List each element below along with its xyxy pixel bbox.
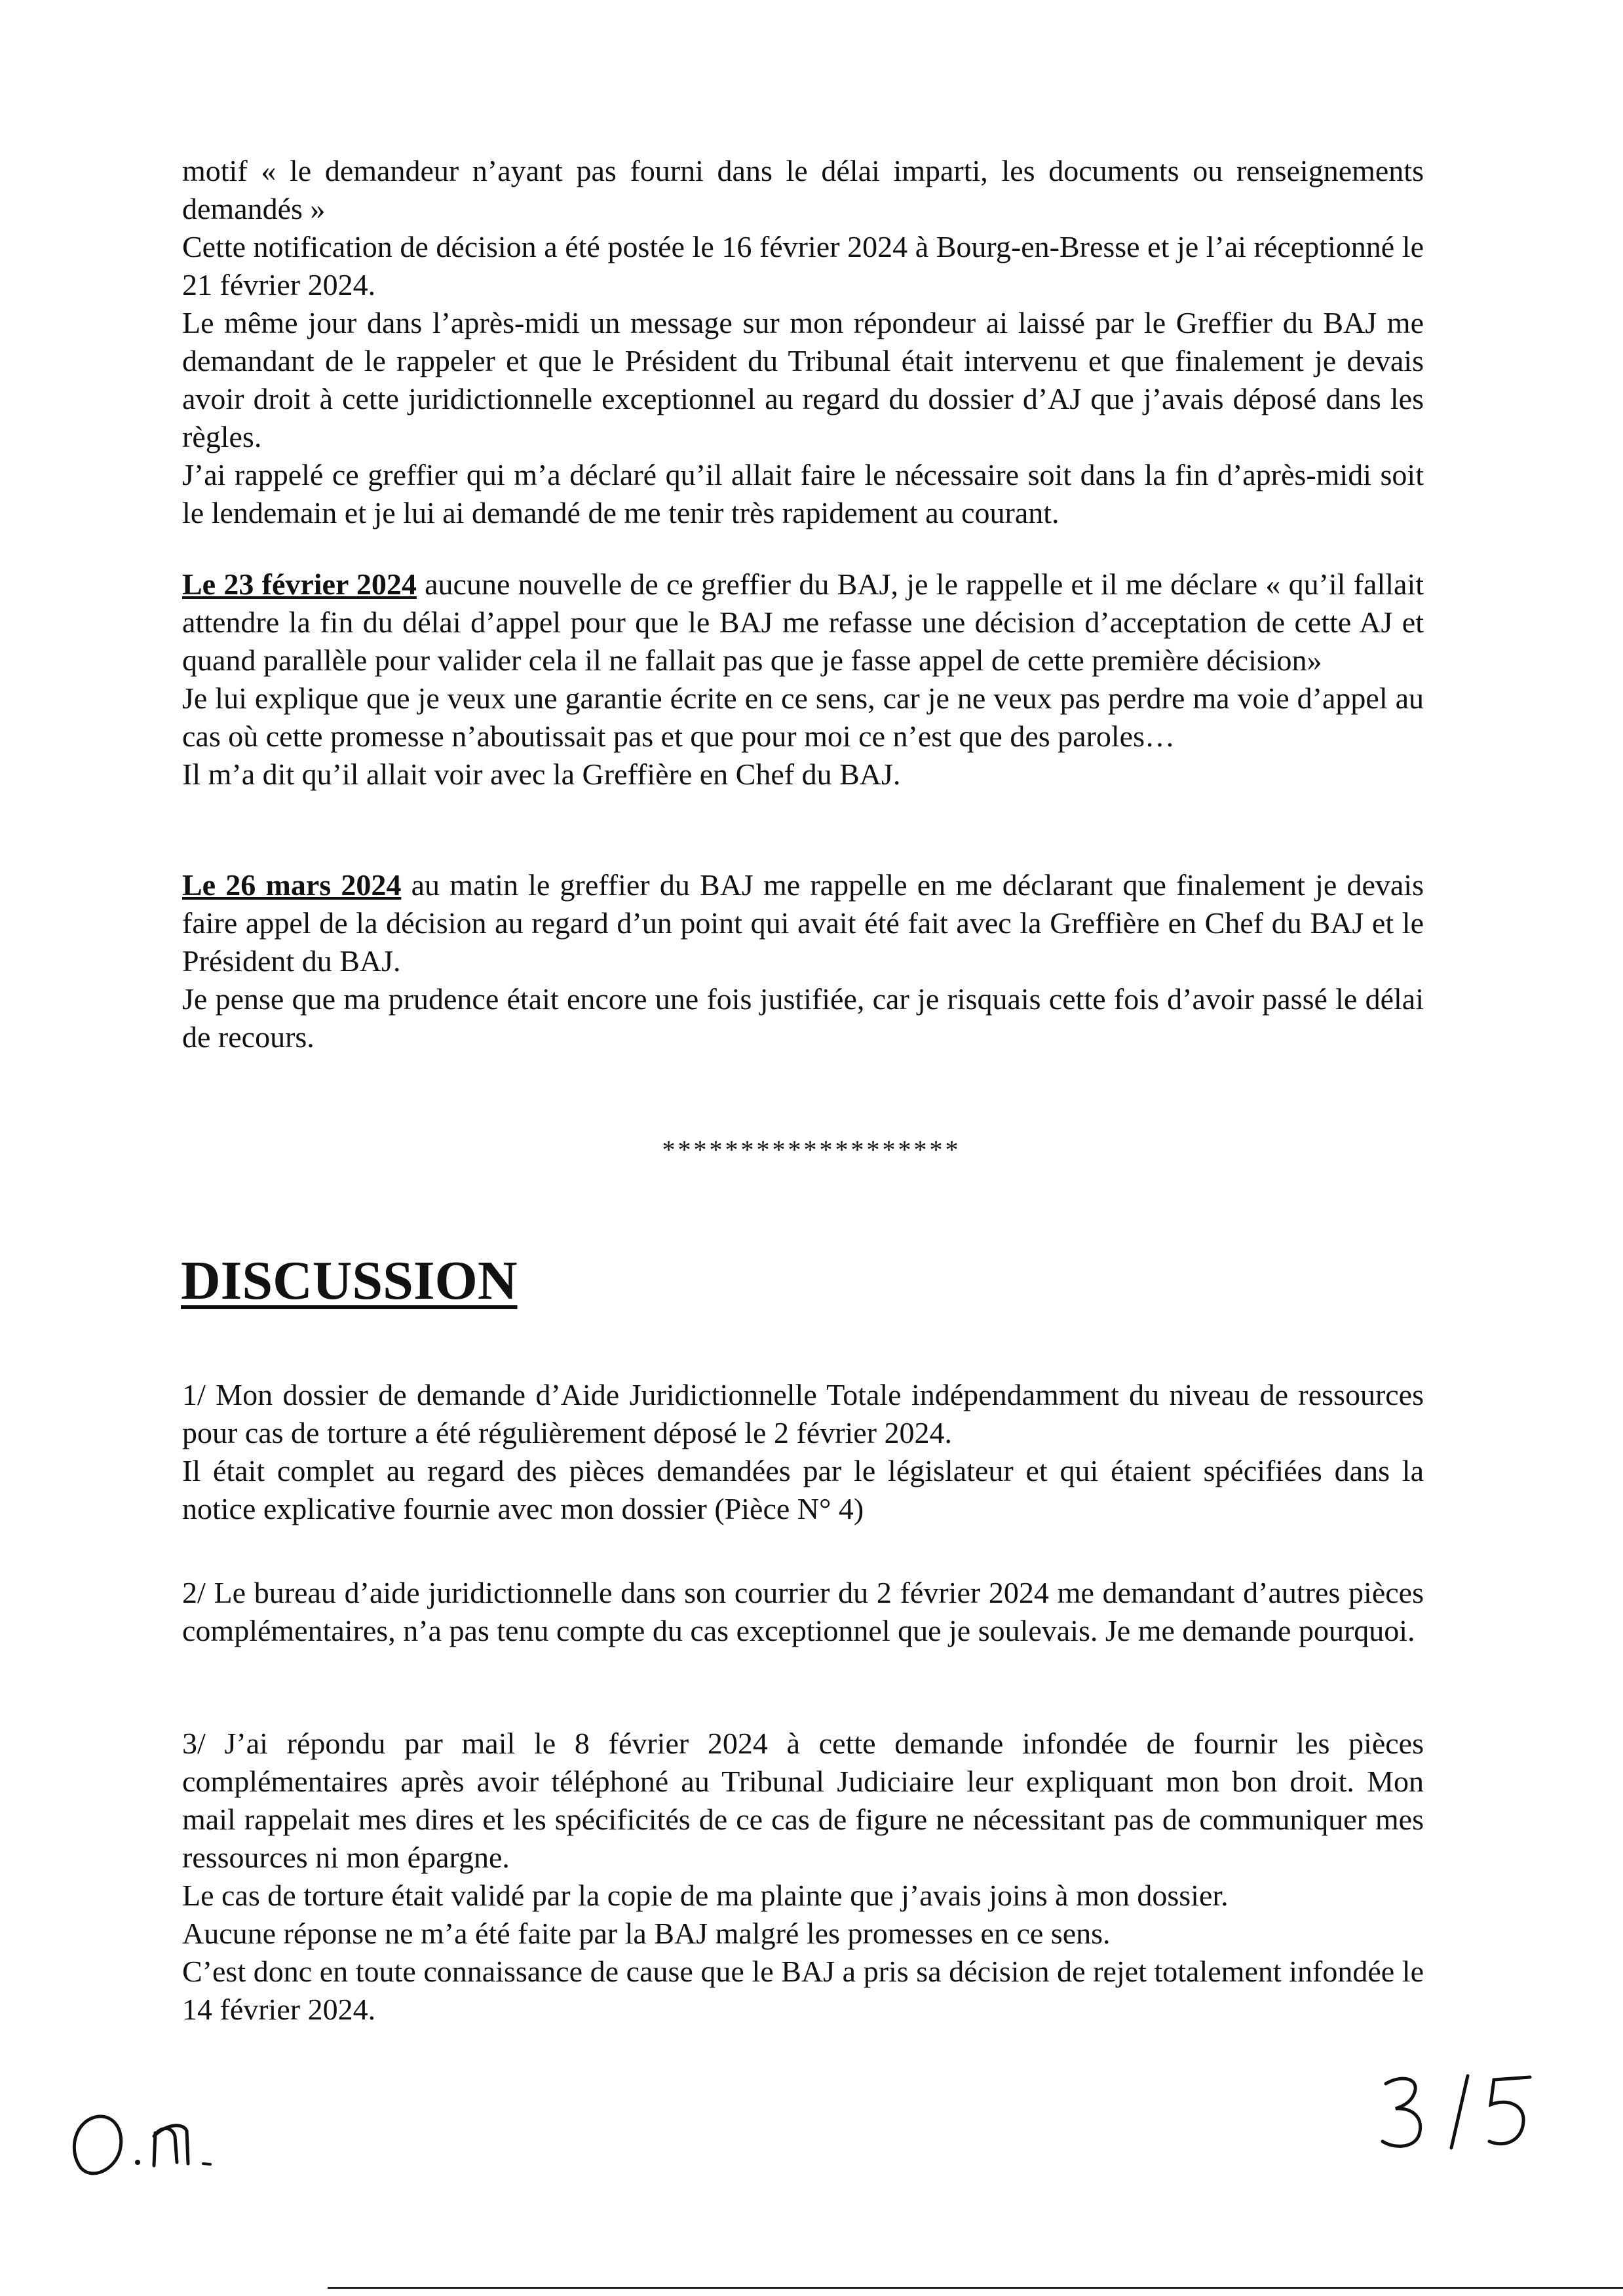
- paragraph: Il m’a dit qu’il allait voir avec la Greffière en Chef du BAJ.: [182, 757, 901, 791]
- paragraph: motif « le demandeur n’ayant pas fourni dans le délai imparti, les documents ou renseignements demandés »: [182, 154, 1424, 225]
- paragraph: 3/ J’ai répondu par mail le 8 février 2024 à cette demande infondée de fournir les pièces complémentaires après avoir téléphoné au Tribunal Judiciaire leur expliquant mon bon droit. Mon mail rappelait mes dires et les spécificités de ce cas de figure ne nécessitant pas de communiquer mes ressources ni mon épargne.: [182, 1727, 1424, 1874]
- discussion-item-2: [182, 1574, 1424, 1650]
- paragraph: Je lui explique que je veux une garantie écrite en ce sens, car je ne veux pas perdre ma voie d’appel au cas où cette promesse n’aboutissait pas et que pour moi ce n’est que des paroles…: [182, 681, 1424, 753]
- discussion-item-3: [182, 1725, 1424, 2029]
- section-heading: DISCUSSION: [181, 1250, 518, 1311]
- section-26-mars: [182, 866, 1424, 1056]
- paragraph: 2/ Le bureau d’aide juridictionnelle dans son courrier du 2 février 2024 me demandant d’autres pièces complémentaires, n’a pas tenu compte du cas exceptionnel que je soulevais. Je me demande pourquoi.: [182, 1576, 1424, 1647]
- paragraph: Je pense que ma prudence était encore une fois justifiée, car je risquais cette fois d’avoir passé le délai de recours.: [182, 982, 1424, 1054]
- date-heading: Le 23 février 2024: [182, 567, 417, 601]
- paragraph: Le cas de torture était validé par la copie de ma plainte que j’avais joins à mon dossier.: [182, 1879, 1229, 1912]
- paragraph: Aucune réponse ne m’a été faite par la BAJ malgré les promesses en ce sens.: [182, 1917, 1111, 1950]
- paragraph: Cette notification de décision a été postée le 16 février 2024 à Bourg-en-Bresse et je l’ai réceptionné le 21 février 2024.: [182, 230, 1424, 301]
- handwritten-initials: [62, 2097, 259, 2182]
- paragraph: [182, 565, 1424, 679]
- discussion-item-1: [182, 1376, 1424, 1528]
- paragraph: 1/ Mon dossier de demande d’Aide Juridictionnelle Totale indépendamment du niveau de ressources pour cas de torture a été régulièrement déposé le 2 février 2024.: [182, 1378, 1424, 1449]
- section-notification: [182, 152, 1424, 532]
- paragraph: C’est donc en toute connaissance de cause que le BAJ a pris sa décision de rejet totalement infondée le 14 février 2024.: [182, 1955, 1424, 2026]
- paragraph: J’ai rappelé ce greffier qui m’a déclaré qu’il allait faire le nécessaire soit dans la fin d’après-midi soit le lendemain et je lui ai demandé de me tenir très rapidement au courant.: [182, 458, 1424, 529]
- separator: *******************: [662, 1135, 961, 1164]
- bottom-rule: [328, 2287, 1623, 2289]
- handwritten-page-number: [1373, 2064, 1537, 2156]
- paragraph: Il était complet au regard des pièces demandées par le législateur et qui étaient spécifiées dans la notice explicative fournie avec mon dossier (Pièce N° 4): [182, 1454, 1424, 1525]
- paragraph: Le même jour dans l’après-midi un message sur mon répondeur ai laissé par le Greffier du BAJ me demandant de le rappeler et que le Président du Tribunal était intervenu et que finalement je devais avoir droit à cette juridictionnelle exceptionnel au regard du dossier d’AJ que j’avais déposé dans les règles.: [182, 306, 1424, 453]
- paragraph-text: aucune nouvelle de ce greffier du BAJ, je le rappelle et il me déclare « qu’il fallait attendre la fin du délai d’appel pour que le BAJ me refasse une décision d’acceptation de cette AJ et quand parallèle pour valider cela il ne fallait pas que je fasse appel de cette première décision»: [182, 567, 1424, 677]
- date-heading: Le 26 mars 2024: [182, 868, 402, 902]
- paragraph-text: au matin le greffier du BAJ me rappelle en me déclarant que finalement je devais faire appel de la décision au regard d’un point qui avait été fait avec la Greffière en Chef du BAJ et le Président du BAJ.: [182, 868, 1424, 978]
- section-23-fevrier: [182, 565, 1424, 794]
- paragraph: [182, 866, 1424, 980]
